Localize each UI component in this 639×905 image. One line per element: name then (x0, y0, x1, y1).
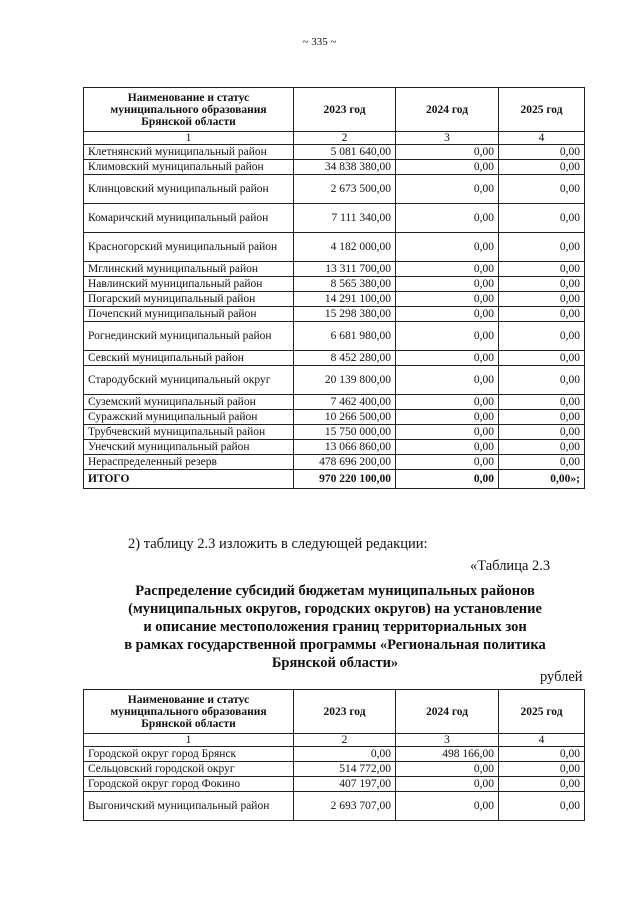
amount-cell: 2 673 500,00 (294, 175, 396, 204)
amount-cell: 0,00 (499, 204, 585, 233)
index-cell: 1 (84, 734, 294, 747)
amount-cell: 10 266 500,00 (294, 410, 396, 425)
municipality-name-cell: Клетнянский муниципальный район (84, 145, 294, 160)
amount-cell: 0,00 (396, 322, 499, 351)
municipality-name-cell: Навлинский муниципальный район (84, 277, 294, 292)
municipality-name-cell: Городской округ город Брянск (84, 747, 294, 762)
municipality-name-cell: Городской округ город Фокино (84, 777, 294, 792)
column-index-row (84, 734, 585, 747)
amount-cell: 0,00 (396, 762, 499, 777)
table-row (84, 204, 585, 233)
header-2025: 2025 год (499, 690, 585, 734)
heading-line: (муниципальных округов, городских округов) на установление (128, 601, 542, 617)
header-2023: 2023 год (294, 690, 396, 734)
amount-cell: 0,00 (499, 366, 585, 395)
amount-cell: 0,00 (499, 410, 585, 425)
municipality-name-cell: Стародубский муниципальный округ (84, 366, 294, 395)
amount-cell: 0,00 (499, 262, 585, 277)
table-row (84, 292, 585, 307)
heading-line: в рамках государственной программы «Региональная политика (124, 637, 546, 653)
municipality-name-cell: Мглинский муниципальный район (84, 262, 294, 277)
amount-cell: 514 772,00 (294, 762, 396, 777)
table-row (84, 440, 585, 455)
table-row (84, 233, 585, 262)
municipality-name-cell: Сельцовский городской округ (84, 762, 294, 777)
amount-cell: 478 696 200,00 (294, 455, 396, 470)
amount-cell: 0,00 (396, 366, 499, 395)
municipality-name-cell: Суземский муниципальный район (84, 395, 294, 410)
subsidies-table-2-3 (83, 689, 585, 821)
amount-cell: 0,00 (396, 425, 499, 440)
amount-cell: 7 111 340,00 (294, 204, 396, 233)
amount-cell: 0,00 (499, 145, 585, 160)
municipality-name-cell: Клинцовский муниципальный район (84, 175, 294, 204)
table-row (84, 425, 585, 440)
amount-cell: 498 166,00 (396, 747, 499, 762)
amount-cell: 0,00 (396, 410, 499, 425)
amount-cell: 7 462 400,00 (294, 395, 396, 410)
table-row (84, 307, 585, 322)
amount-cell: 4 182 000,00 (294, 233, 396, 262)
amount-cell: 0,00 (499, 425, 585, 440)
amount-cell: 20 139 800,00 (294, 366, 396, 395)
table-row (84, 762, 585, 777)
amount-cell: 0,00 (396, 160, 499, 175)
header-2023: 2023 год (294, 88, 396, 132)
amount-cell: 0,00 (396, 277, 499, 292)
column-index-row (84, 132, 585, 145)
amount-cell: 0,00 (396, 777, 499, 792)
table-row (84, 455, 585, 470)
amount-cell: 13 066 860,00 (294, 440, 396, 455)
heading-line: Распределение субсидий бюджетам муниципальных районов (135, 583, 535, 599)
municipality-name-cell: Погарский муниципальный район (84, 292, 294, 307)
municipality-name-cell: Климовский муниципальный район (84, 160, 294, 175)
table-row (84, 410, 585, 425)
index-cell: 3 (396, 132, 499, 145)
amount-cell: 0,00 (499, 792, 585, 821)
amount-cell: 5 081 640,00 (294, 145, 396, 160)
table-row (84, 395, 585, 410)
header-municipality: Наименование и статус муниципального образования Брянской области (84, 690, 294, 734)
unit-label: рублей (540, 669, 583, 685)
table-row (84, 175, 585, 204)
amount-cell: 0,00 (499, 351, 585, 366)
amount-cell: 0,00 (499, 277, 585, 292)
heading-line: и описание местоположения границ территориальных зон (143, 619, 527, 635)
header-municipality: Наименование и статус муниципального образования Брянской области (84, 88, 294, 132)
page-number: ~ 335 ~ (302, 36, 337, 48)
amount-cell: 0,00 (499, 322, 585, 351)
total-2024: 0,00 (396, 470, 499, 489)
amount-cell: 0,00 (396, 145, 499, 160)
table-heading (90, 582, 580, 672)
municipality-name-cell: Рогнединский муниципальный район (84, 322, 294, 351)
amount-cell: 34 838 380,00 (294, 160, 396, 175)
amount-cell: 14 291 100,00 (294, 292, 396, 307)
total-2025: 0,00»; (499, 470, 585, 489)
amount-cell: 15 298 380,00 (294, 307, 396, 322)
table-row (84, 322, 585, 351)
municipality-name-cell: Красногорский муниципальный район (84, 233, 294, 262)
header-2024: 2024 год (396, 88, 499, 132)
amount-cell: 0,00 (294, 747, 396, 762)
header-2025: 2025 год (499, 88, 585, 132)
amount-cell: 0,00 (499, 440, 585, 455)
amount-cell: 0,00 (396, 455, 499, 470)
municipality-name-cell: Севский муниципальный район (84, 351, 294, 366)
amount-cell: 0,00 (499, 747, 585, 762)
municipality-name-cell: Комаричский муниципальный район (84, 204, 294, 233)
municipality-name-cell: Трубчевский муниципальный район (84, 425, 294, 440)
amount-cell: 0,00 (499, 292, 585, 307)
table-row (84, 262, 585, 277)
index-cell: 4 (499, 734, 585, 747)
amount-cell: 0,00 (499, 160, 585, 175)
table-row (84, 277, 585, 292)
subsidies-table-continued (83, 87, 585, 489)
amount-cell: 0,00 (499, 777, 585, 792)
amount-cell: 2 693 707,00 (294, 792, 396, 821)
total-row (84, 470, 585, 489)
table-row (84, 160, 585, 175)
amount-cell: 0,00 (499, 233, 585, 262)
heading-line: Брянской области» (271, 655, 399, 671)
amount-cell: 0,00 (499, 762, 585, 777)
municipality-name-cell: Унечский муниципальный район (84, 440, 294, 455)
total-label: ИТОГО (84, 470, 294, 489)
index-cell: 2 (294, 734, 396, 747)
amount-cell: 0,00 (396, 351, 499, 366)
amount-cell: 0,00 (396, 204, 499, 233)
amount-cell: 0,00 (499, 455, 585, 470)
amount-cell: 0,00 (396, 792, 499, 821)
amount-cell: 0,00 (396, 292, 499, 307)
amount-cell: 6 681 980,00 (294, 322, 396, 351)
total-2023: 970 220 100,00 (294, 470, 396, 489)
amount-cell: 8 452 280,00 (294, 351, 396, 366)
amount-cell: 13 311 700,00 (294, 262, 396, 277)
table-row (84, 792, 585, 821)
amount-cell: 0,00 (499, 175, 585, 204)
amount-cell: 0,00 (396, 175, 499, 204)
index-cell: 3 (396, 734, 499, 747)
amount-cell: 0,00 (396, 233, 499, 262)
index-cell: 4 (499, 132, 585, 145)
index-cell: 2 (294, 132, 396, 145)
amount-cell: 0,00 (396, 440, 499, 455)
municipality-name-cell: Почепский муниципальный район (84, 307, 294, 322)
table-row (84, 351, 585, 366)
amount-cell: 0,00 (396, 262, 499, 277)
municipality-name-cell: Выгоничский муниципальный район (84, 792, 294, 821)
amount-cell: 0,00 (396, 307, 499, 322)
municipality-name-cell: Нераспределенный резерв (84, 455, 294, 470)
table-row (84, 747, 585, 762)
amount-cell: 407 197,00 (294, 777, 396, 792)
table-reference: «Таблица 2.3 (470, 558, 551, 574)
index-cell: 1 (84, 132, 294, 145)
paragraph-item-2: 2) таблицу 2.3 изложить в следующей редакции: (128, 536, 428, 552)
table-row (84, 777, 585, 792)
amount-cell: 8 565 380,00 (294, 277, 396, 292)
amount-cell: 0,00 (396, 395, 499, 410)
table-row (84, 145, 585, 160)
table-row (84, 366, 585, 395)
municipality-name-cell: Суражский муниципальный район (84, 410, 294, 425)
amount-cell: 15 750 000,00 (294, 425, 396, 440)
amount-cell: 0,00 (499, 307, 585, 322)
header-2024: 2024 год (396, 690, 499, 734)
amount-cell: 0,00 (499, 395, 585, 410)
